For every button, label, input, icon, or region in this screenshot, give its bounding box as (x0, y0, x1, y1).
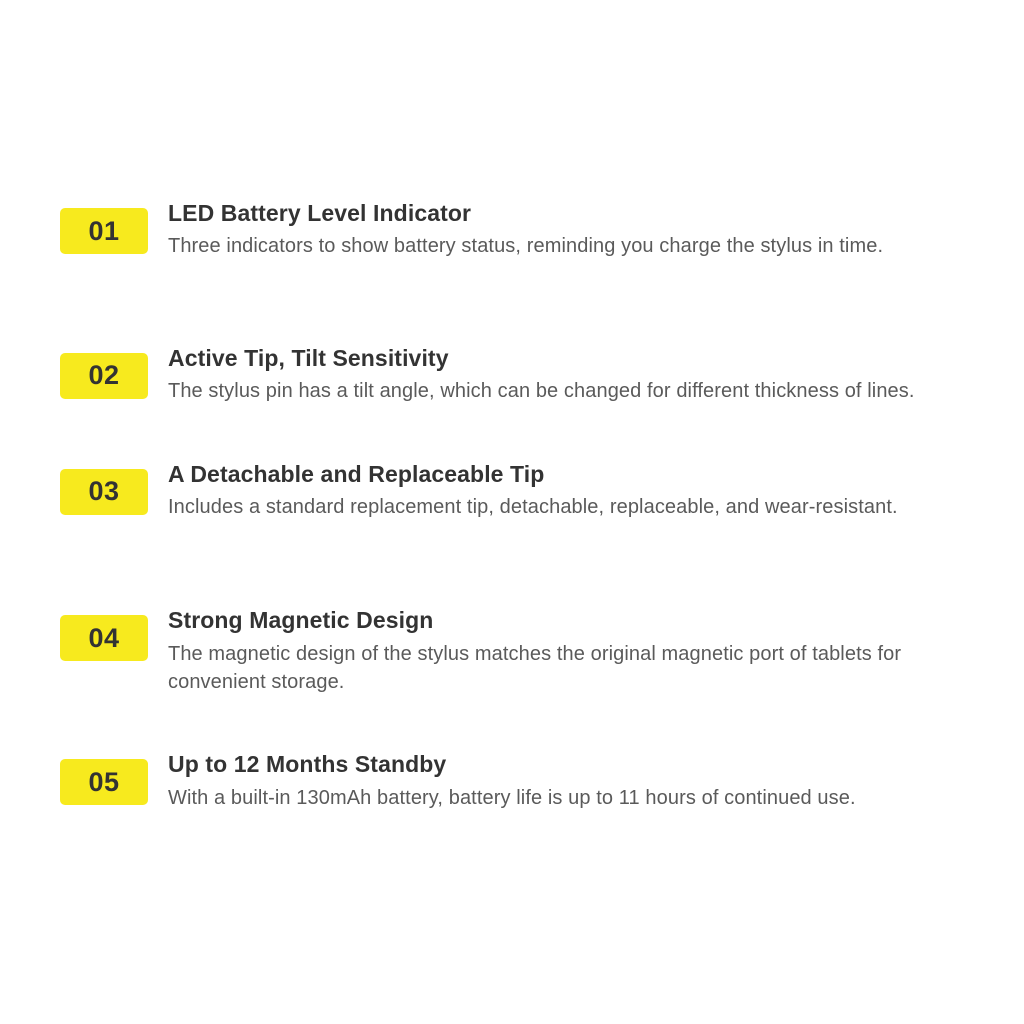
feature-text-block (168, 341, 915, 406)
feature-number-label: 02 (88, 360, 120, 391)
feature-number-label: 03 (88, 476, 120, 506)
feature-list (60, 196, 964, 812)
feature-number-badge (60, 469, 148, 515)
feature-title: Strong Magnetic Design (168, 607, 434, 634)
feature-title: LED Battery Level Indicator (168, 200, 472, 226)
feature-item-02 (60, 341, 964, 406)
feature-description: The magnetic design of the stylus matches the original magnetic port of tablets for convenient storage. (168, 642, 902, 693)
feature-item-05 (60, 747, 964, 812)
feature-title: Active Tip, Tilt Sensitivity (168, 344, 449, 371)
feature-description: Includes a standard replacement tip, detachable, replaceable, and wear-resistant. (168, 495, 898, 518)
feature-text-block (168, 747, 856, 812)
feature-number-badge (60, 759, 148, 805)
feature-text-block (168, 457, 898, 522)
feature-title: Up to 12 Months Standby (168, 751, 447, 778)
feature-number-badge (60, 208, 148, 254)
feature-text-block (168, 196, 883, 261)
feature-number-label: 01 (88, 215, 120, 246)
feature-number-label: 05 (88, 766, 120, 797)
feature-description: Three indicators to show battery status, reminding you charge the stylus in time. (168, 235, 884, 258)
feature-number-label: 04 (88, 622, 120, 653)
feature-item-04 (60, 603, 964, 696)
feature-number-badge (60, 353, 148, 399)
feature-description: With a built-in 130mAh battery, battery life is up to 11 hours of continued use. (168, 786, 856, 809)
feature-item-03 (60, 457, 964, 522)
feature-title: A Detachable and Replaceable Tip (168, 460, 545, 487)
feature-number-badge (60, 615, 148, 661)
feature-text-block (168, 603, 964, 696)
feature-description: The stylus pin has a tilt angle, which can be changed for different thickness of lines. (168, 380, 915, 403)
feature-item-01 (60, 196, 964, 261)
